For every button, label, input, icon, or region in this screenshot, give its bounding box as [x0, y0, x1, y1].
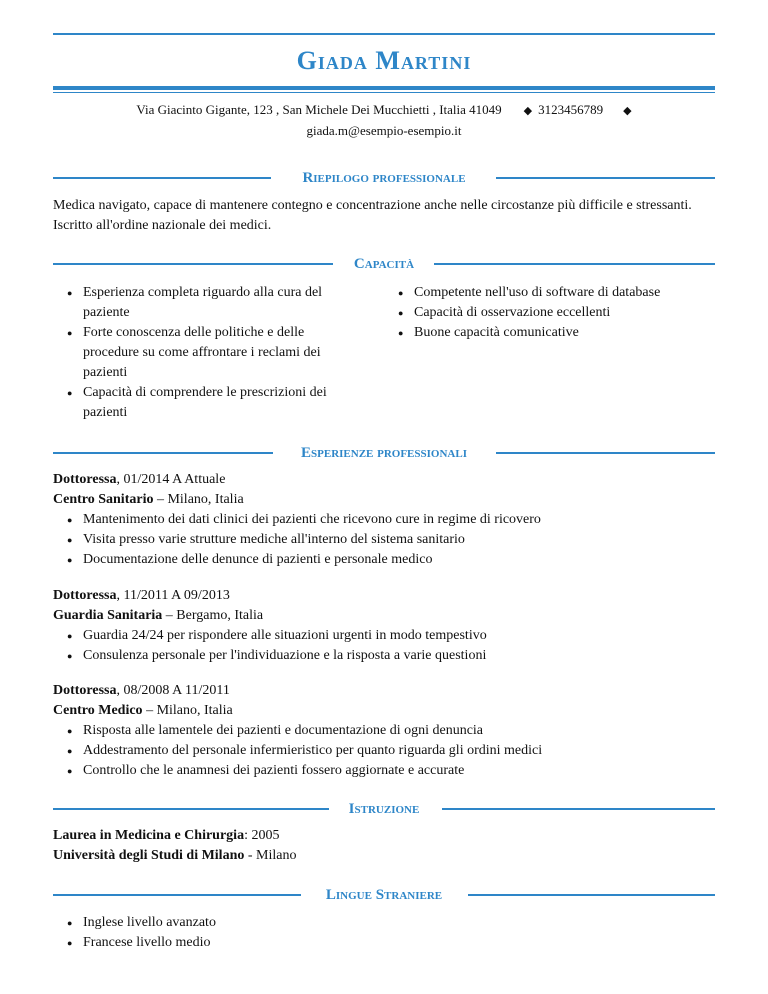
section-title: Lingue Straniere [325, 887, 443, 903]
list-item: ● Buone capacità comunicative [384, 323, 714, 343]
job-dates: , 01/2014 A Attuale [116, 472, 226, 487]
candidate-name: Giada Martini [296, 46, 472, 75]
section-header-skills [53, 254, 715, 274]
list-item: ● Competente nell'uso di software di database [384, 283, 714, 303]
list-item: ● Esperienza completa riguardo alla cura del paziente [53, 283, 363, 323]
list-item: ● Inglese livello avanzato [53, 913, 715, 933]
job-entry [53, 681, 715, 781]
languages-list [53, 913, 715, 953]
list-item: ● Risposta alle lamentele dei pazienti e documentazione di ogni denuncia [53, 721, 715, 741]
skills-left-column [53, 283, 363, 423]
job-location: – Milano, Italia [142, 703, 233, 718]
job-entry [53, 470, 715, 570]
skills-right-column [384, 283, 714, 343]
section-title: Capacità [353, 256, 415, 272]
section-title: Esperienze professionali [301, 445, 467, 461]
section-header-languages [53, 885, 715, 905]
list-item: ● Visita presso varie strutture mediche all'interno del sistema sanitario [53, 530, 715, 550]
list-item: ● Capacità di osservazione eccellenti [384, 303, 714, 323]
job-role: Dottoressa [53, 683, 117, 698]
email: giada.m@esempio-esempio.it [306, 123, 462, 138]
degree: Laurea in Medicina e Chirurgia [53, 828, 245, 843]
phone: 3123456789 [538, 102, 604, 117]
summary-text: Medica navigato, capace di mantenere contegno e concentrazione anche nelle circostanze più difficile e stressanti. Iscritto all'ordine nazionale dei medici. [53, 198, 692, 233]
list-item: ● Francese livello medio [53, 933, 715, 953]
job-entry [53, 586, 715, 666]
address: Via Giacinto Gigante, 123 , San Michele Dei Mucchietti , Italia 41049 [136, 102, 502, 117]
list-item: ● Capacità di comprendere le prescrizioni dei pazienti [53, 383, 363, 423]
section-header-experience [53, 443, 715, 463]
top-rule [53, 33, 715, 35]
section-title: Riepilogo professionale [302, 170, 466, 186]
list-item: ● Addestramento del personale infermieristico per quanto riguarda gli ordini medici [53, 741, 715, 761]
list-item: ● Guardia 24/24 per rispondere alle situazioni urgenti in modo tempestivo [53, 626, 715, 646]
section-title: Istruzione [348, 801, 420, 817]
job-employer: Guardia Sanitaria [53, 608, 163, 623]
job-dates: , 08/2008 A 11/2011 [116, 683, 230, 698]
school-city: - Milano [244, 848, 297, 863]
job-employer: Centro Sanitario [53, 492, 154, 507]
diamond-icon: ◆ [523, 105, 533, 117]
job-dates: , 11/2011 A 09/2013 [116, 588, 230, 603]
job-location: – Bergamo, Italia [162, 608, 264, 623]
degree-year: : 2005 [244, 828, 280, 843]
contact-info [53, 100, 715, 141]
list-item: ● Forte conoscenza delle politiche e delle procedure su come affrontare i reclami dei pazienti [53, 323, 363, 383]
job-role: Dottoressa [53, 472, 117, 487]
diamond-icon: ◆ [623, 105, 632, 117]
job-employer: Centro Medico [53, 703, 143, 718]
school: Università degli Studi di Milano [53, 848, 245, 863]
job-location: – Milano, Italia [153, 492, 244, 507]
header-rule-thick [53, 86, 715, 90]
section-header-summary [53, 168, 715, 188]
header-rule-thin [53, 92, 715, 93]
list-item: ● Consulenza personale per l'individuazione e la risposta a varie questioni [53, 646, 715, 666]
education-entry [53, 826, 715, 866]
list-item: ● Mantenimento dei dati clinici dei pazienti che ricevono cure in regime di ricovero [53, 510, 715, 530]
list-item: ● Controllo che le anamnesi dei pazienti fossero aggiornate e accurate [53, 761, 715, 781]
list-item: ● Documentazione delle denunce di pazienti e personale medico [53, 550, 715, 570]
section-header-education [53, 799, 715, 819]
job-role: Dottoressa [53, 588, 117, 603]
